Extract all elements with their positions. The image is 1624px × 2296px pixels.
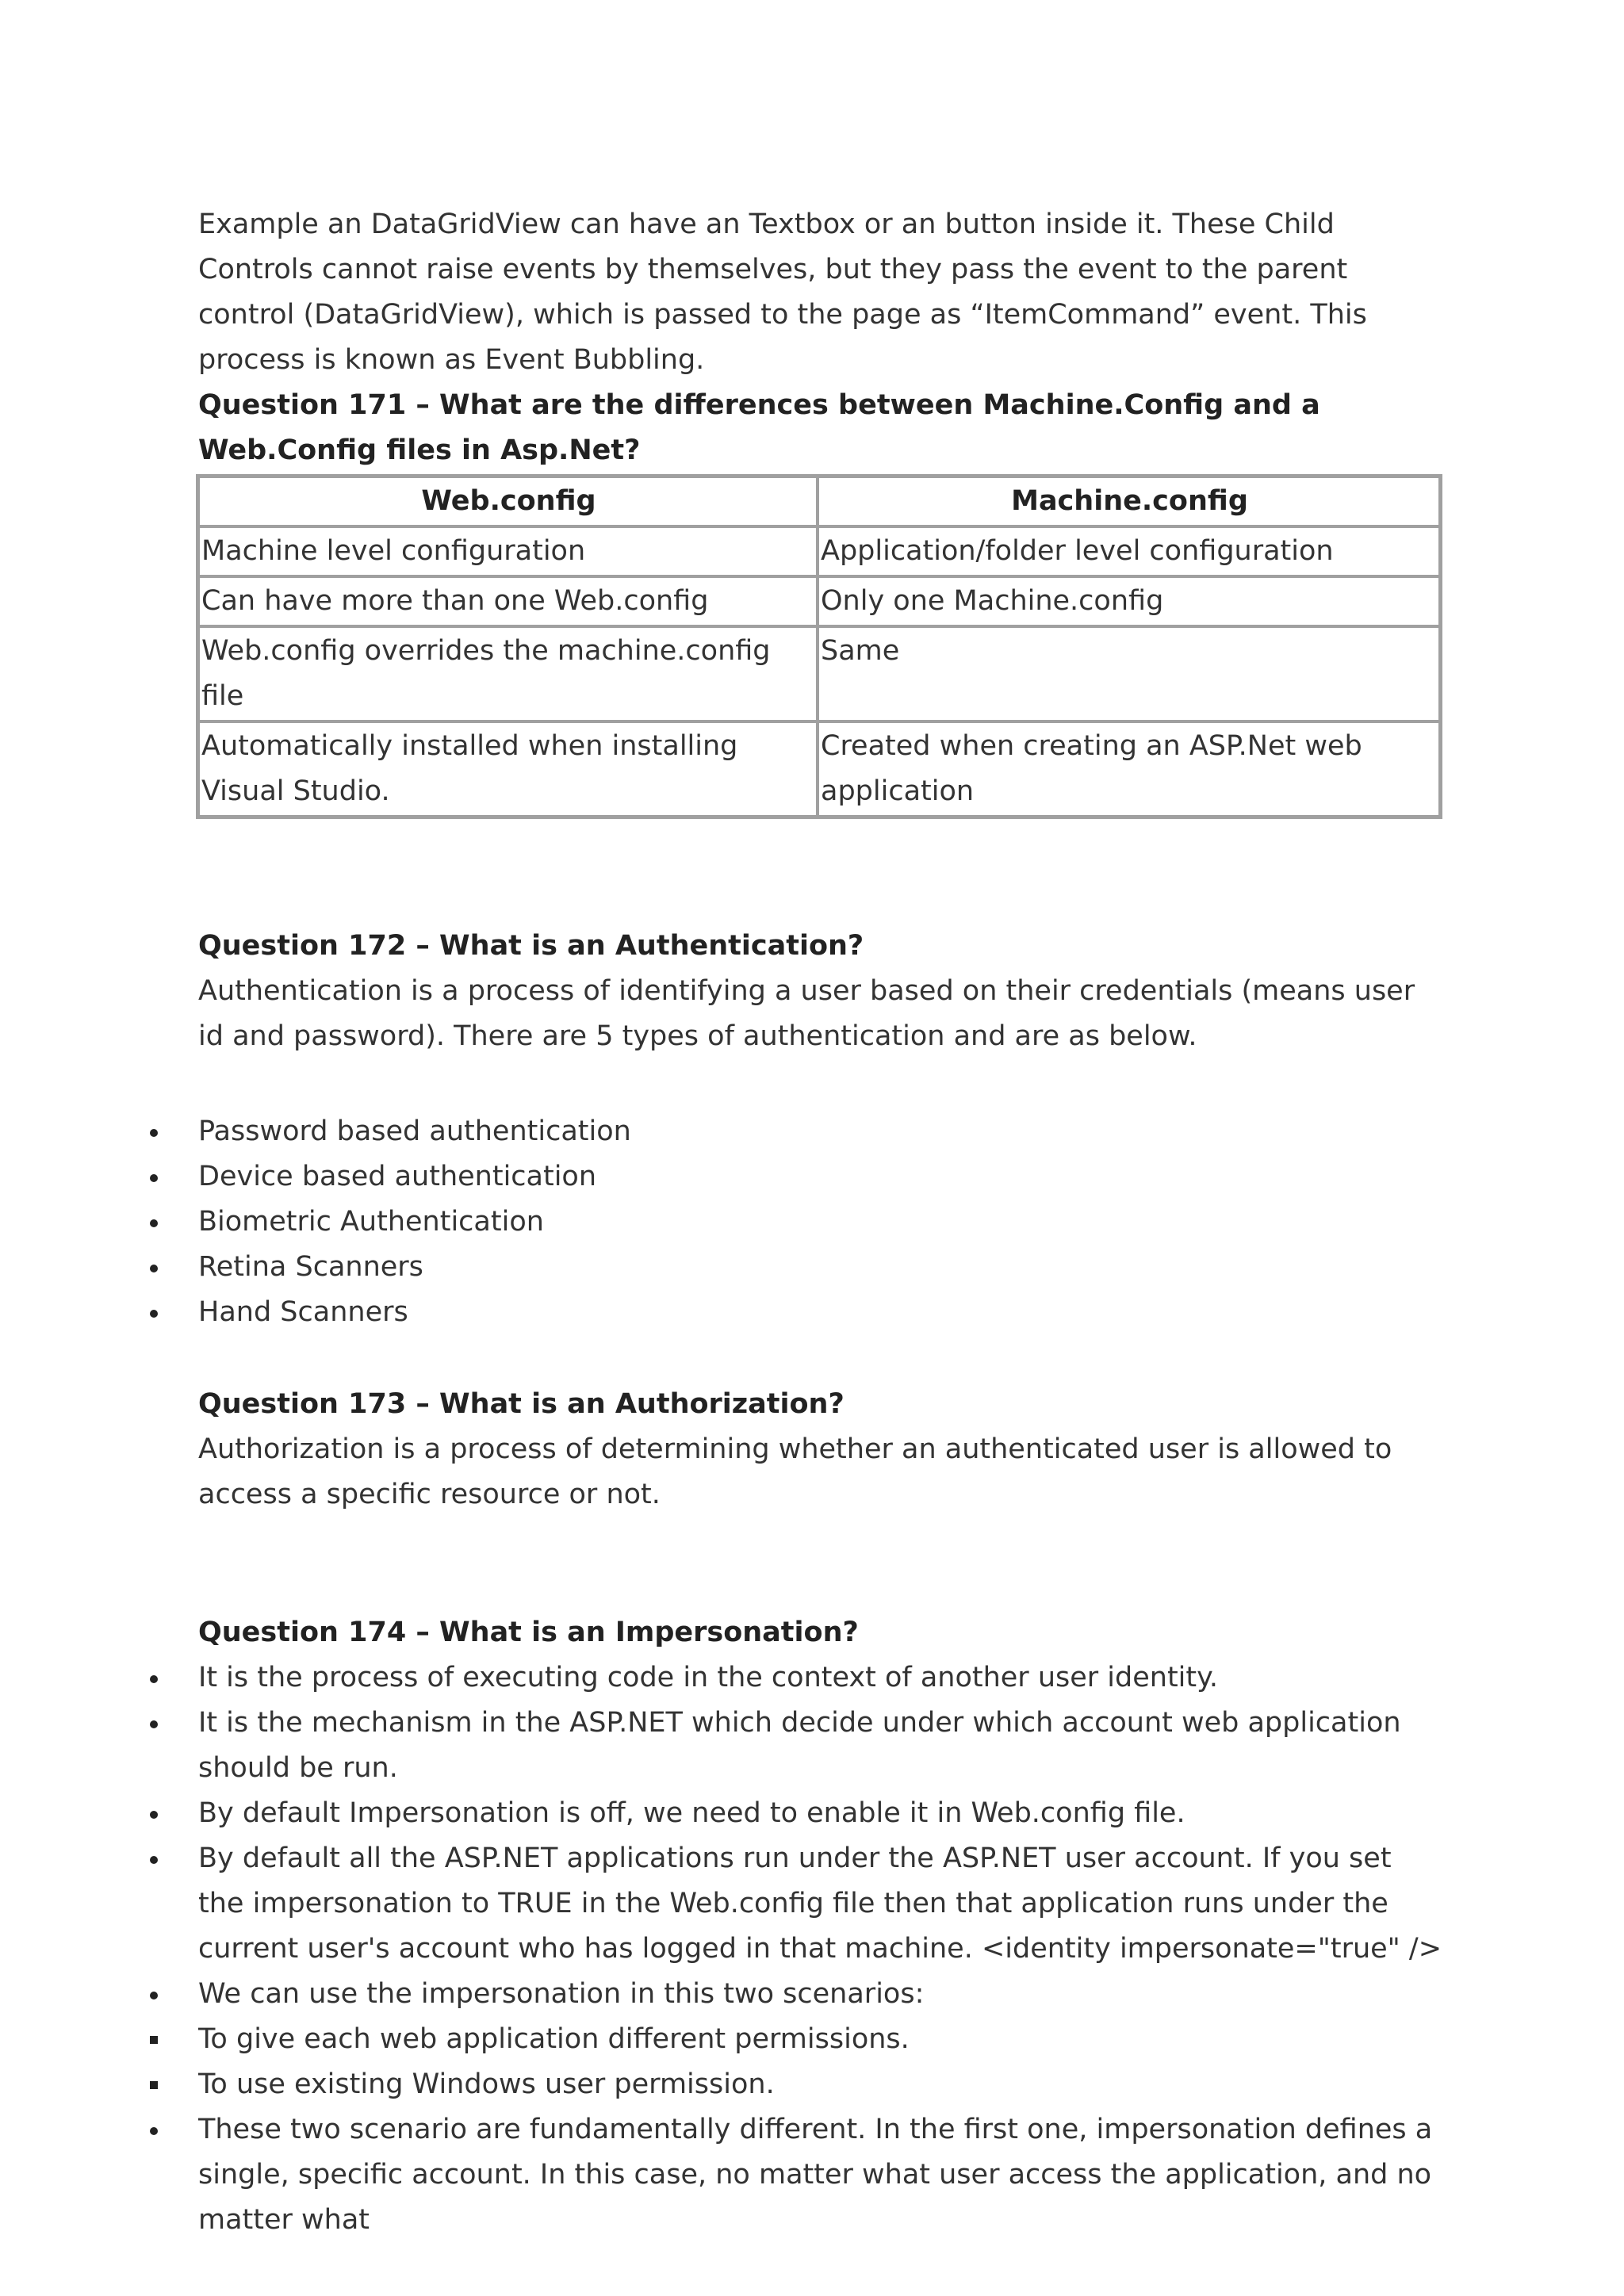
list-item-text: By default all the ASP.NET applications run under the ASP.NET user account. If you set the impersonation to TRUE in the Web.config file then that application runs under the current user's account who has logged in that machine. <identity impersonate="true" /> (198, 1843, 1442, 1965)
list-item (198, 1200, 1443, 1245)
list-item (198, 1154, 1443, 1200)
list-item (198, 2017, 1443, 2062)
table-cell: Only one Machine.config (818, 576, 1440, 626)
question-171-heading: Question 171 – What are the differences between Machine.Config and a Web.Config files in Asp.Net? (198, 389, 1320, 466)
list-item-text: Biometric Authentication (198, 1206, 544, 1238)
bullet-icon (150, 1265, 158, 1272)
table-row (198, 526, 1440, 576)
list-item-text: These two scenario are fundamentally different. In the first one, impersonation defines a single, specific account. In this case, no matter what user access the application, and no matter what (198, 2114, 1433, 2236)
table-row (198, 721, 1440, 817)
table-row (198, 576, 1440, 626)
bullet-icon (150, 1310, 158, 1318)
bullet-icon (150, 1174, 158, 1182)
list-item-text: It is the mechanism in the ASP.NET which decide under which account web application should be run. (198, 1707, 1401, 1784)
bullet-icon (150, 1811, 158, 1819)
list-item (198, 1791, 1443, 1836)
table-cell: Same (818, 626, 1440, 721)
authorization-paragraph: Authorization is a process of determining whether an authenticated user is allowed to access a specific resource or not. (198, 1433, 1392, 1510)
bullet-icon (150, 2127, 158, 2135)
list-item-text: Password based authentication (198, 1115, 631, 1147)
list-item (198, 2062, 1443, 2107)
list-item-text: It is the process of executing code in the context of another user identity. (198, 1662, 1218, 1693)
table-cell: Machine level configuration (198, 526, 818, 576)
list-item-text: Device based authentication (198, 1161, 597, 1192)
bullet-icon (150, 1219, 158, 1227)
bullet-icon (150, 1992, 158, 1999)
list-item (198, 1109, 1443, 1154)
bullet-icon (150, 1675, 158, 1683)
question-174-heading: Question 174 – What is an Impersonation? (198, 1617, 859, 1648)
list-item (198, 1701, 1443, 1791)
document-content (198, 202, 1443, 2243)
list-item (198, 1245, 1443, 1290)
list-item-text: Retina Scanners (198, 1251, 423, 1283)
list-item (198, 1972, 1443, 2017)
list-item (198, 1836, 1443, 1972)
list-item-text: To use existing Windows user permission. (198, 2068, 775, 2100)
question-172-heading: Question 172 – What is an Authentication? (198, 930, 864, 962)
spacer (198, 1517, 1443, 1610)
bullet-icon (150, 1856, 158, 1864)
question-173-heading: Question 173 – What is an Authorization? (198, 1388, 845, 1420)
table-cell: Automatically installed when installing Visual Studio. (198, 721, 818, 817)
config-comparison-table (196, 474, 1442, 819)
table-header-row (198, 476, 1440, 526)
intro-paragraph: Example an DataGridView can have an Textbox or an button inside it. These Child Controls cannot raise events by themselves, but they pass the event to the parent control (DataGridView), which is passed to the page as “ItemCommand” event. This process is known as Event Bubbling. (198, 209, 1367, 376)
table-cell: Created when creating an ASP.Net web application (818, 721, 1440, 817)
bullet-icon (150, 1720, 158, 1728)
impersonation-list (198, 1655, 1443, 2243)
square-bullet-icon (150, 2036, 158, 2044)
list-item-text: Hand Scanners (198, 1296, 408, 1328)
table-cell: Can have more than one Web.config (198, 576, 818, 626)
table-header-machine-config: Machine.config (818, 476, 1440, 526)
table-header-web-config: Web.config (198, 476, 818, 526)
list-item-text: We can use the impersonation in this two scenarios: (198, 1978, 925, 2010)
spacer (198, 1335, 1443, 1382)
spacer (198, 819, 1443, 924)
list-item (198, 2107, 1443, 2243)
bullet-icon (150, 1129, 158, 1137)
list-item (198, 1290, 1443, 1335)
table-cell: Web.config overrides the machine.config file (198, 626, 818, 721)
table-cell: Application/folder level configuration (818, 526, 1440, 576)
authentication-paragraph: Authentication is a process of identifying a user based on their credentials (means user id and password). There are 5 types of authentication and are as below. (198, 975, 1415, 1052)
list-item-text: By default Impersonation is off, we need to enable it in Web.config file. (198, 1797, 1185, 1829)
authentication-types-list (198, 1109, 1443, 1335)
table-row (198, 626, 1440, 721)
list-item-text: To give each web application different permissions. (198, 2023, 910, 2055)
list-item (198, 1655, 1443, 1701)
spacer (198, 1059, 1443, 1109)
square-bullet-icon (150, 2081, 158, 2089)
